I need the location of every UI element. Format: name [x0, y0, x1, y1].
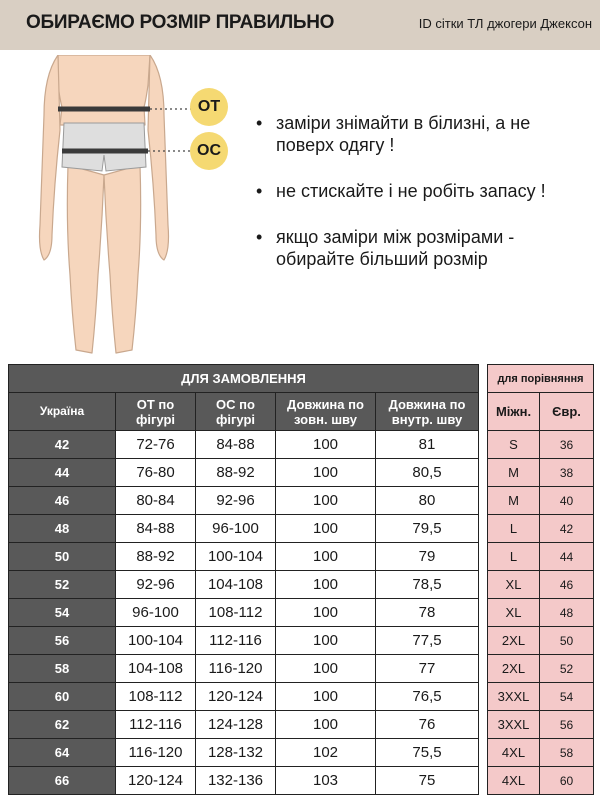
- table-row: [9, 431, 479, 459]
- cell-european-size: 50: [540, 627, 594, 655]
- bullet-icon: •: [256, 113, 263, 133]
- table-row: [9, 543, 479, 571]
- comparison-table-group-header: для порівняння: [488, 365, 594, 393]
- table-row: [488, 627, 594, 655]
- cell-waist: 76-80: [116, 459, 196, 487]
- table-row: [488, 459, 594, 487]
- cell-size-ukraine: 48: [9, 515, 116, 543]
- cell-outer-length: 100: [276, 431, 376, 459]
- cell-international-size: 3XXL: [488, 711, 540, 739]
- cell-hip: 116-120: [196, 655, 276, 683]
- cell-european-size: 40: [540, 487, 594, 515]
- cell-hip: 88-92: [196, 459, 276, 487]
- cell-inner-length: 75: [376, 767, 479, 795]
- cell-outer-length: 100: [276, 627, 376, 655]
- cell-international-size: L: [488, 515, 540, 543]
- column-header-outer-length: Довжина по зовн. шву: [276, 393, 376, 431]
- table-row: [9, 767, 479, 795]
- cell-hip: 92-96: [196, 487, 276, 515]
- cell-inner-length: 78,5: [376, 571, 479, 599]
- table-row: [488, 711, 594, 739]
- table-row: [488, 487, 594, 515]
- table-row: [9, 515, 479, 543]
- cell-hip: 124-128: [196, 711, 276, 739]
- cell-hip: 128-132: [196, 739, 276, 767]
- cell-size-ukraine: 66: [9, 767, 116, 795]
- cell-waist: 80-84: [116, 487, 196, 515]
- cell-size-ukraine: 50: [9, 543, 116, 571]
- cell-size-ukraine: 58: [9, 655, 116, 683]
- cell-european-size: 46: [540, 571, 594, 599]
- bullet-icon: •: [256, 227, 263, 247]
- column-header-waist: ОТ по фігурі: [116, 393, 196, 431]
- cell-international-size: 3XXL: [488, 683, 540, 711]
- cell-waist: 108-112: [116, 683, 196, 711]
- table-row: [488, 515, 594, 543]
- cell-outer-length: 102: [276, 739, 376, 767]
- page-title: ОБИРАЄМО РОЗМІР ПРАВИЛЬНО: [26, 12, 335, 33]
- hip-badge: ОС: [190, 132, 228, 170]
- cell-waist: 104-108: [116, 655, 196, 683]
- tip-item: [254, 112, 574, 156]
- cell-size-ukraine: 52: [9, 571, 116, 599]
- table-row: [488, 599, 594, 627]
- cell-outer-length: 100: [276, 515, 376, 543]
- cell-waist: 96-100: [116, 599, 196, 627]
- cell-inner-length: 77,5: [376, 627, 479, 655]
- cell-inner-length: 80: [376, 487, 479, 515]
- tip-text: якщо заміри між розмірами - обирайте більший розмір: [276, 227, 515, 269]
- cell-european-size: 52: [540, 655, 594, 683]
- column-header-ukraine: Україна: [9, 393, 116, 431]
- cell-outer-length: 100: [276, 543, 376, 571]
- table-row: [9, 627, 479, 655]
- table-row: [9, 655, 479, 683]
- tip-item: [254, 226, 574, 270]
- table-row: [488, 571, 594, 599]
- page-subtitle: ID сітки ТЛ джогери Джексон: [418, 16, 592, 31]
- cell-size-ukraine: 56: [9, 627, 116, 655]
- cell-size-ukraine: 44: [9, 459, 116, 487]
- cell-european-size: 42: [540, 515, 594, 543]
- cell-european-size: 54: [540, 683, 594, 711]
- cell-inner-length: 80,5: [376, 459, 479, 487]
- table-row: [9, 571, 479, 599]
- cell-european-size: 56: [540, 711, 594, 739]
- tip-item: [254, 180, 574, 202]
- table-row: [9, 487, 479, 515]
- column-header-international: Міжн.: [488, 393, 540, 431]
- cell-outer-length: 103: [276, 767, 376, 795]
- cell-european-size: 48: [540, 599, 594, 627]
- cell-international-size: 4XL: [488, 767, 540, 795]
- measurement-tips: [254, 112, 574, 294]
- table-row: [488, 767, 594, 795]
- table-row: [488, 543, 594, 571]
- size-table: [8, 364, 479, 795]
- cell-hip: 120-124: [196, 683, 276, 711]
- table-row: [488, 683, 594, 711]
- tip-text: заміри знімайти в білизні, а не поверх одягу !: [276, 113, 531, 155]
- table-row: [9, 683, 479, 711]
- cell-hip: 100-104: [196, 543, 276, 571]
- cell-size-ukraine: 64: [9, 739, 116, 767]
- cell-european-size: 38: [540, 459, 594, 487]
- cell-waist: 84-88: [116, 515, 196, 543]
- cell-european-size: 58: [540, 739, 594, 767]
- cell-inner-length: 81: [376, 431, 479, 459]
- cell-size-ukraine: 60: [9, 683, 116, 711]
- column-header-european: Євр.: [540, 393, 594, 431]
- cell-inner-length: 77: [376, 655, 479, 683]
- table-row: [9, 739, 479, 767]
- cell-european-size: 60: [540, 767, 594, 795]
- cell-international-size: L: [488, 543, 540, 571]
- table-row: [9, 711, 479, 739]
- cell-international-size: S: [488, 431, 540, 459]
- column-header-hip: ОС по фігурі: [196, 393, 276, 431]
- cell-size-ukraine: 54: [9, 599, 116, 627]
- cell-outer-length: 100: [276, 571, 376, 599]
- cell-outer-length: 100: [276, 683, 376, 711]
- cell-european-size: 44: [540, 543, 594, 571]
- table-row: [9, 459, 479, 487]
- comparison-table: [487, 364, 594, 795]
- table-row: [488, 655, 594, 683]
- cell-inner-length: 75,5: [376, 739, 479, 767]
- tip-text: не стискайте і не робіть запасу !: [276, 181, 546, 201]
- cell-hip: 132-136: [196, 767, 276, 795]
- cell-waist: 116-120: [116, 739, 196, 767]
- cell-outer-length: 100: [276, 711, 376, 739]
- cell-international-size: 2XL: [488, 627, 540, 655]
- bullet-icon: •: [256, 181, 263, 201]
- cell-hip: 84-88: [196, 431, 276, 459]
- table-row: [9, 599, 479, 627]
- cell-international-size: M: [488, 487, 540, 515]
- cell-international-size: XL: [488, 599, 540, 627]
- cell-size-ukraine: 46: [9, 487, 116, 515]
- cell-inner-length: 78: [376, 599, 479, 627]
- cell-hip: 104-108: [196, 571, 276, 599]
- cell-hip: 112-116: [196, 627, 276, 655]
- cell-inner-length: 79,5: [376, 515, 479, 543]
- cell-waist: 120-124: [116, 767, 196, 795]
- comparison-table-body: [488, 431, 594, 795]
- column-header-inner-length: Довжина по внутр. шву: [376, 393, 479, 431]
- cell-size-ukraine: 62: [9, 711, 116, 739]
- waist-badge: ОТ: [190, 88, 228, 126]
- cell-european-size: 36: [540, 431, 594, 459]
- cell-outer-length: 100: [276, 487, 376, 515]
- table-row: [488, 739, 594, 767]
- cell-waist: 88-92: [116, 543, 196, 571]
- cell-international-size: 2XL: [488, 655, 540, 683]
- cell-international-size: 4XL: [488, 739, 540, 767]
- cell-inner-length: 79: [376, 543, 479, 571]
- cell-waist: 100-104: [116, 627, 196, 655]
- cell-waist: 72-76: [116, 431, 196, 459]
- cell-size-ukraine: 42: [9, 431, 116, 459]
- cell-waist: 92-96: [116, 571, 196, 599]
- table-row: [488, 431, 594, 459]
- cell-outer-length: 100: [276, 655, 376, 683]
- cell-waist: 112-116: [116, 711, 196, 739]
- cell-hip: 108-112: [196, 599, 276, 627]
- page-header: [0, 0, 600, 50]
- cell-inner-length: 76: [376, 711, 479, 739]
- cell-hip: 96-100: [196, 515, 276, 543]
- cell-outer-length: 100: [276, 459, 376, 487]
- cell-international-size: XL: [488, 571, 540, 599]
- cell-outer-length: 100: [276, 599, 376, 627]
- cell-international-size: M: [488, 459, 540, 487]
- size-table-body: [9, 431, 479, 795]
- cell-inner-length: 76,5: [376, 683, 479, 711]
- size-table-group-header: ДЛЯ ЗАМОВЛЕННЯ: [9, 365, 479, 393]
